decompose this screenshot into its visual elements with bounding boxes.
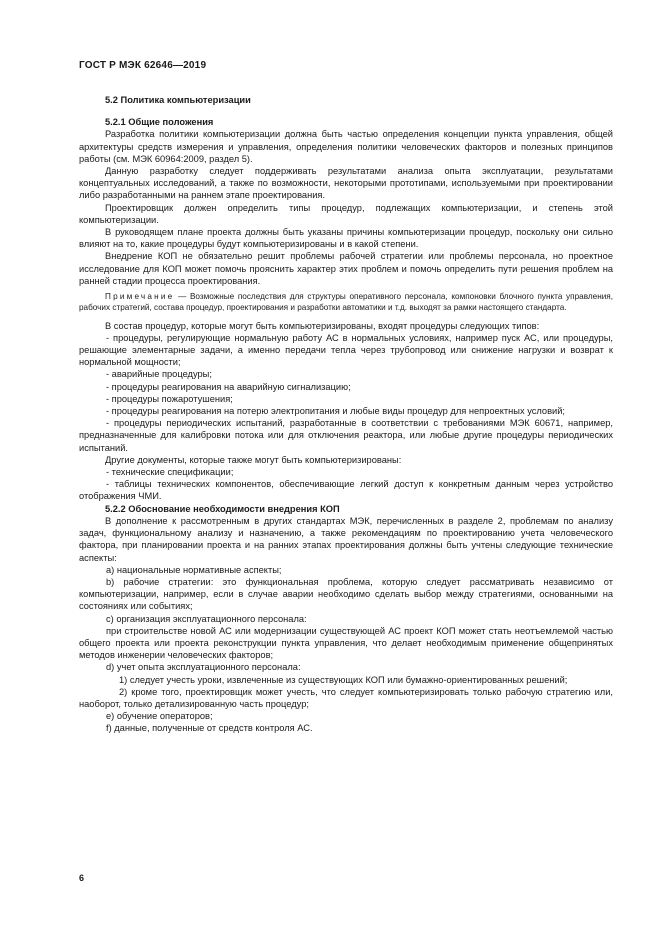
list-item: - процедуры, регулирующие нормальную работу АС в нормальных условиях, например пуск АС, или процедуры, решающие элементарные задачи, а именно передачи тепла через трубопровод или снижение нагрузки и возврат к нормальной мощности;: [79, 332, 613, 368]
paragraph: В руководящем плане проекта должны быть указаны причины компьютеризации процедур, поскольку они сильно влияют на то, какие процедуры будут компьютеризированы и в какой степени.: [79, 227, 613, 250]
list-item: - процедуры периодических испытаний, разработанные в соответствии с требованиями МЭК 60671, например, предназначенные для калибровки потока или для отключения реактора, или любые другие процедуры периодических испытаний.: [79, 418, 613, 453]
list-item: - процедуры пожаротушения;: [106, 393, 233, 404]
list-item: b) рабочие стратегии: это функциональная проблема, которую следует рассматривать независимо от компьютеризации, например, если в случае аварии необходимо сделать выбор между стратегиями, основанными на состояниях или событиях;: [79, 576, 613, 612]
list-item: - процедуры реагирования на потерю электропитания и любые виды процедур для непроектных условий;: [106, 406, 566, 417]
document-header: ГОСТ Р МЭК 62646—2019: [79, 60, 207, 71]
note-text: — Возможные последствия для структуры оперативного персонала, компоновки блочного пункта управления, рабочих стратегий, состава процедур, проектирования и разработки автоматики и т.д. выходят за рамки настоящего стандарта.: [79, 292, 613, 313]
list-item: е) обучение операторов;: [106, 711, 213, 722]
paragraph: при строительстве новой АС или модернизации существующей АС проект КОП может стать неотъемлемой частью общего проекта или проекта реконструкции пункта управления, что делает необходимым применение общепринятых методов инженерии человеческих факторов;: [79, 625, 613, 661]
sub-list-item: 1) следует учесть уроки, извлеченные из существующих КОП или бумажно-ориентированных решений;: [119, 674, 568, 685]
sub-list-item: 2) кроме того, проектировщик может учесть, что следует компьютеризировать только рабочую стратегию или, наоборот, только детализированную часть процедур;: [79, 686, 613, 709]
paragraph: В состав процедур, которые могут быть компьютеризированы, входят процедуры следующих типов:: [105, 320, 540, 331]
section-5-2-1-heading: 5.2.1 Общие положения: [105, 117, 214, 128]
section-5-2-heading: 5.2 Политика компьютеризации: [105, 95, 251, 105]
document-body: [79, 94, 613, 735]
list-item: - аварийные процедуры;: [106, 369, 212, 380]
paragraph: Проектировщик должен определить типы процедур, подлежащих компьютеризации, и степень этой компьютеризации.: [79, 202, 613, 225]
note-label: Примечание: [105, 292, 175, 302]
list-item: с) организация эксплуатационного персонала:: [106, 613, 307, 624]
section-5-2-2-heading: 5.2.2 Обоснование необходимости внедрения КОП: [105, 503, 340, 514]
list-item: - процедуры реагирования на аварийную сигнализацию;: [106, 381, 351, 392]
page-number: 6: [79, 873, 85, 883]
paragraph: Другие документы, которые также могут быть компьютеризированы:: [105, 454, 402, 465]
list-item: f) данные, полученные от средств контроля АС.: [106, 723, 313, 734]
list-item: d) учет опыта эксплуатационного персонала:: [106, 662, 301, 673]
list-item: а) национальные нормативные аспекты;: [106, 564, 282, 575]
list-item: - технические спецификации;: [106, 467, 234, 478]
list-item: - таблицы технических компонентов, обеспечивающие легкий доступ к конкретным данным через устройство отображения ЧМИ.: [79, 479, 613, 502]
paragraph: Данную разработку следует поддерживать результатами анализа опыта эксплуатации, результатами концептуальных исследований, а также по возможности, некоторыми прототипами, используемыми при проектировании либо разработанными на раннем этапе проектирования.: [79, 166, 613, 201]
paragraph: Внедрение КОП не обязательно решит проблемы рабочей стратегии или проблемы персонала, но проектное исследование для КОП может помочь прояснить характер этих проблем и помочь определить пути решения проблем на ранней стадии процесса проектирования.: [79, 251, 613, 286]
paragraph: В дополнение к рассмотренным в других стандартах МЭК, перечисленных в разделе 2, проблемам по анализу задач, функциональному анализу и назначению, а также рекомендациям по проектированию учета человеческого фактора, при планировании проекта и на ранних этапах проектирования должны быть учтены следующие технические аспекты:: [79, 515, 613, 563]
paragraph: Разработка политики компьютеризации должна быть частью определения концепции пункта управления, общей архитектуры средств измерения и управления, определения политики человеческих факторов и полезных принципов работы (см. МЭК 60964:2009, раздел 5).: [79, 129, 613, 164]
note: [79, 291, 613, 314]
